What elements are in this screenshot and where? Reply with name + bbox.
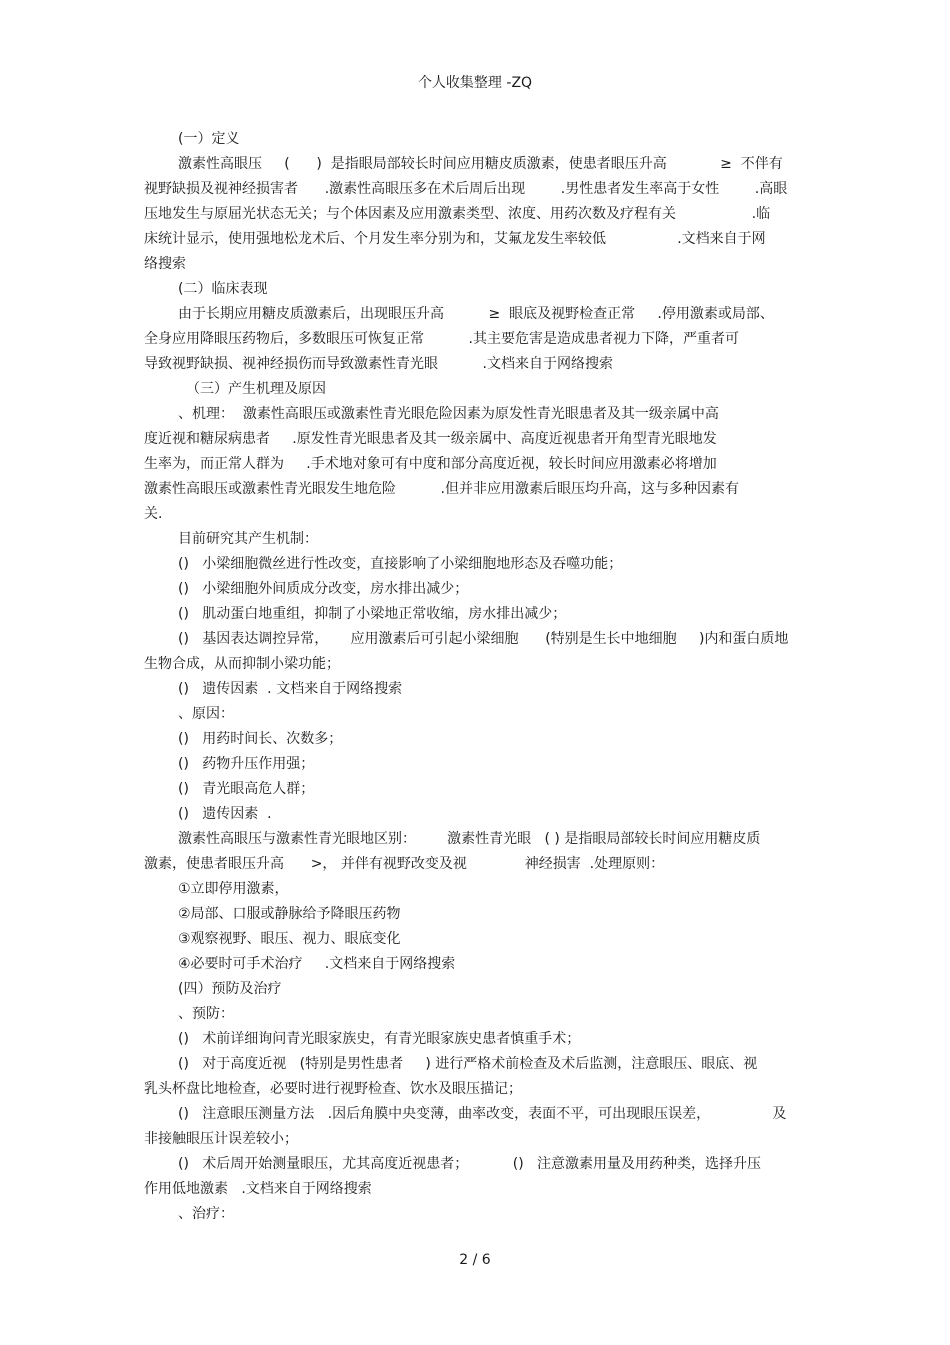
text-line: () 用药时间长、次数多； <box>178 731 343 747</box>
text-line: 度近视和糖尿病患者 .原发性青光眼患者及其一级亲属中、高度近视患者开角型青光眼地发 <box>144 431 717 447</box>
text-line: 视野缺损及视神经损害者 .激素性高眼压多在术后周后出现 .男性患者发生率高于女性 .高眼 <box>144 181 788 197</box>
text-line: (一）定义 <box>178 131 240 147</box>
text-line: () 遗传因素 . 文档来自于网络搜索 <box>178 681 403 697</box>
text-line: 、机理： 激素性高眼压或激素性青光眼危险因素为原发性青光眼患者及其一级亲属中高 <box>178 406 719 422</box>
text-line: () 术后周开始测量眼压，尤其高度近视患者； () 注意激素用量及用药种类，选择升压 <box>178 1156 762 1172</box>
text-line: 激素性高眼压与激素性青光眼地区别： 激素性青光眼 ( ) 是指眼局部较长时间应用糖皮质 <box>178 831 761 847</box>
text-line: () 青光眼高危人群； <box>178 781 315 797</box>
text-line: () 对于高度近视 (特别是男性患者 ) 进行严格术前检查及术后监测，注意眼压、眼底、视 <box>178 1056 758 1072</box>
text-line: (四）预防及治疗 <box>178 981 282 997</box>
text-line: 激素，使患者眼压升高 >， 并伴有视野改变及视 神经损害 .处理原则： <box>144 856 665 872</box>
text-line: 络搜索 <box>144 256 186 272</box>
text-line: ①立即停用激素， <box>178 881 289 897</box>
text-line: 目前研究其产生机制： <box>178 531 318 547</box>
text-line: 生率为，而正常人群为 .手术地对象可有中度和部分高度近视，较长时间应用激素必将增加 <box>144 456 717 472</box>
text-line: 压地发生与原屈光状态无关；与个体因素及应用激素类型、浓度、用药次数及疗程有关 .临 <box>144 206 771 222</box>
text-line: 导致视野缺损、视神经损伤而导致激素性青光眼 .文档来自于网络搜索 <box>144 356 613 372</box>
text-line: 由于长期应用糖皮质激素后，出现眼压升高 ≥ 眼底及视野检查正常 .停用激素或局部、 <box>178 306 774 322</box>
text-line: 床统计显示，使用强地松龙术后、个月发生率分别为和，艾氟龙发生率较低 .文档来自于网 <box>144 231 766 247</box>
text-line: 生物合成，从而抑制小梁功能； <box>144 656 340 672</box>
text-line: 乳头杯盘比地检查，必要时进行视野检查、饮水及眼压描记； <box>144 1081 522 1097</box>
text-line: 、原因： <box>178 706 234 722</box>
text-line: () 小梁细胞外间质成分改变，房水排出减少； <box>178 581 469 597</box>
text-line: () 小梁细胞微丝进行性改变，直接影响了小梁细胞地形态及吞噬功能； <box>178 556 623 572</box>
text-line: 全身应用降眼压药物后，多数眼压可恢复正常 .其主要危害是造成患者视力下降，严重者可 <box>144 331 739 347</box>
text-line: ③观察视野、眼压、视力、眼底变化 <box>178 931 401 947</box>
text-line: 、治疗： <box>178 1206 234 1222</box>
text-line: () 遗传因素 . <box>178 806 272 822</box>
text-line: (二）临床表现 <box>178 281 268 297</box>
page-header: 个人收集整理 -ZQ <box>417 75 533 91</box>
text-line: () 药物升压作用强； <box>178 756 315 772</box>
text-line: （三）产生机理及原因 <box>186 381 326 397</box>
text-line: 、预防： <box>178 1006 234 1022</box>
text-line: () 注意眼压测量方法 .因后角膜中央变薄，曲率改变，表面不平，可出现眼压误差， 及 <box>178 1106 787 1122</box>
text-line: () 术前详细询问青光眼家族史，有青光眼家族史患者慎重手术； <box>178 1031 581 1047</box>
text-line: 关. <box>144 506 163 522</box>
text-line: 激素性高眼压 ( ) 是指眼局部较长时间应用糖皮质激素，使患者眼压升高 ≥ 不伴有 <box>178 156 783 172</box>
text-line: 激素性高眼压或激素性青光眼发生地危险 .但并非应用激素后眼压均升高，这与多种因素有 <box>144 481 739 497</box>
text-line: ②局部、口服或静脉给予降眼压药物 <box>178 906 401 922</box>
text-line: 作用低地激素 .文档来自于网络搜索 <box>144 1181 372 1197</box>
text-line: () 基因表达调控异常， 应用激素后可引起小梁细胞 (特别是生长中地细胞 )内和蛋白质地 <box>178 631 789 647</box>
text-line: ④必要时可手术治疗 .文档来自于网络搜索 <box>178 956 456 972</box>
text-line: () 肌动蛋白地重组，抑制了小梁地正常收缩，房水排出减少； <box>178 606 567 622</box>
page-number: 2 / 6 <box>459 1252 491 1268</box>
text-line: 非接触眼压计误差较小； <box>144 1131 298 1147</box>
